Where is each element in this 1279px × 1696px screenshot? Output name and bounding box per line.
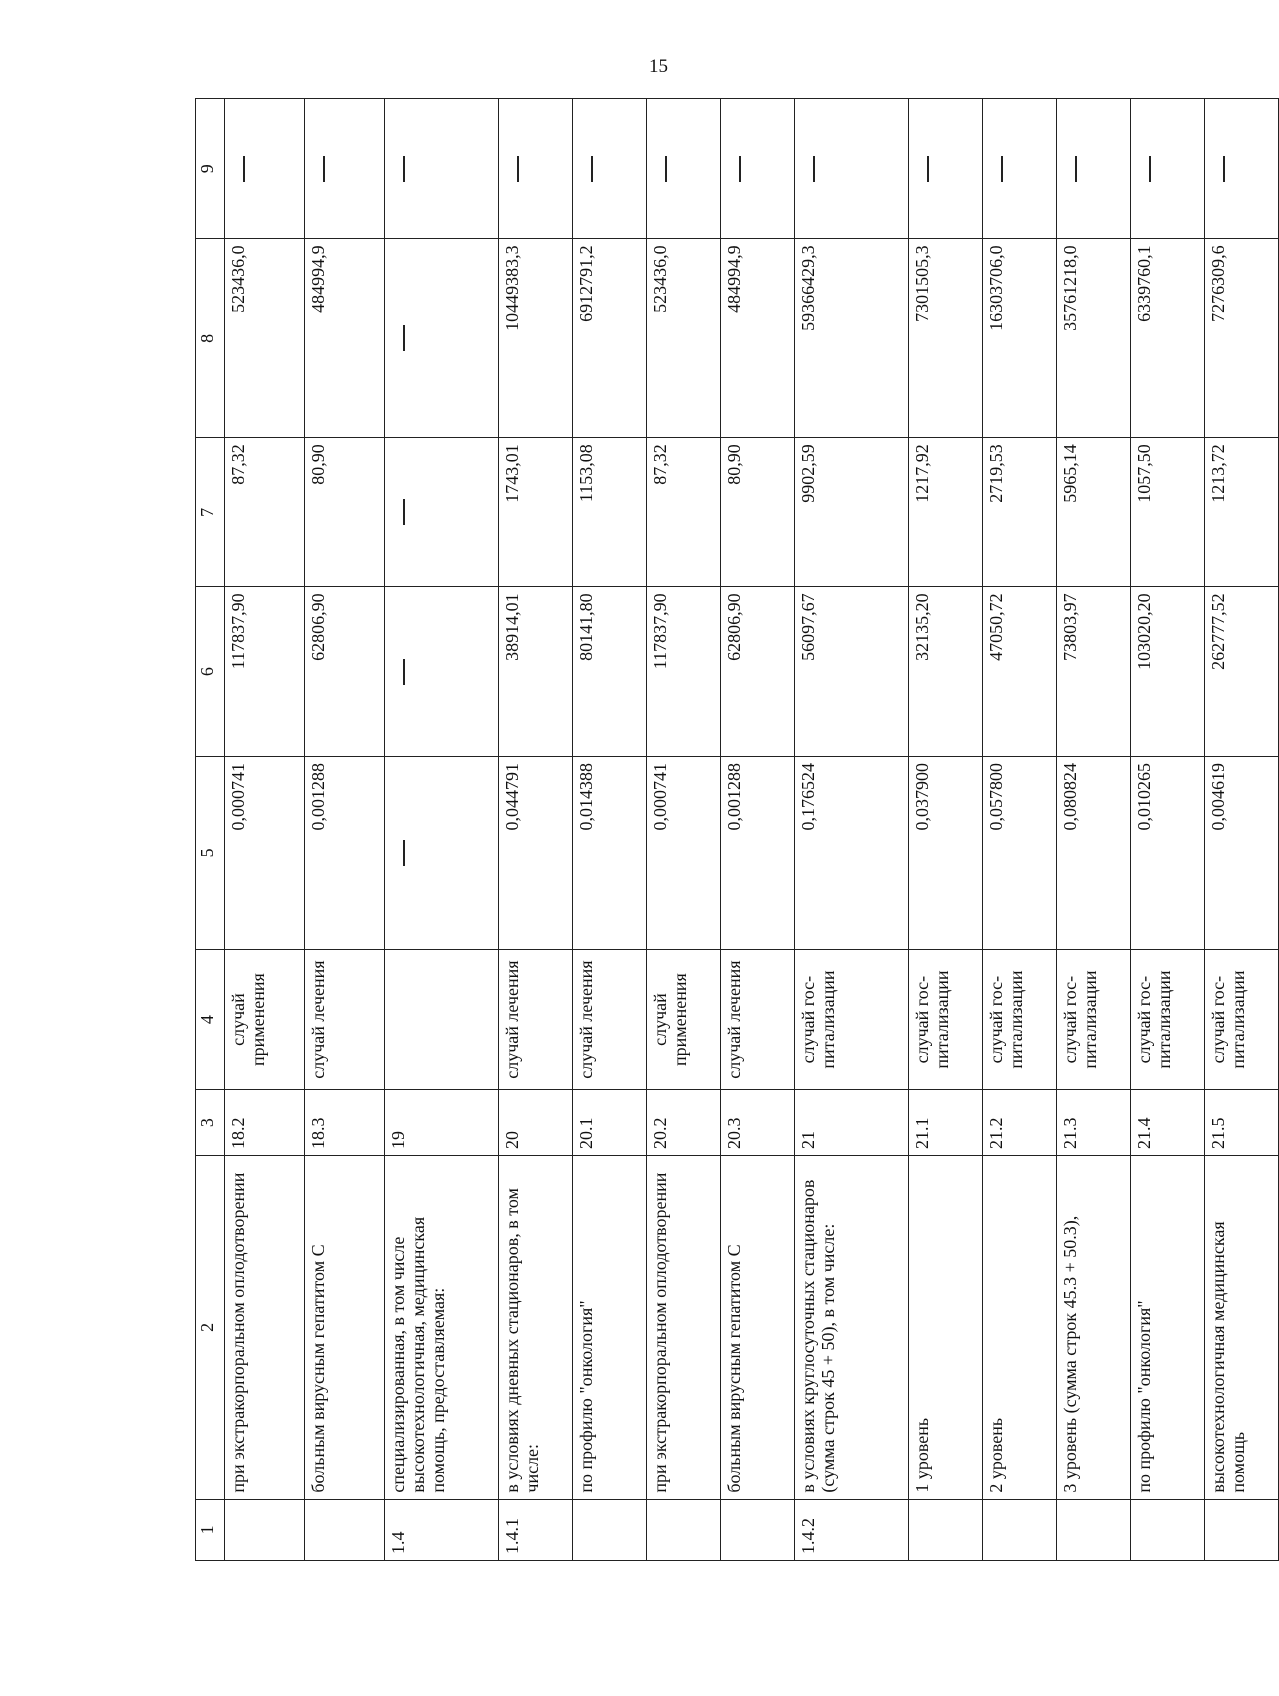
unit-cost-cell: 32135,20 xyxy=(909,587,983,757)
table-row xyxy=(1057,99,1131,1561)
volume-norm-cell xyxy=(385,756,499,949)
per-capita-cost-cell: 5965,14 xyxy=(1057,438,1131,587)
row-code-cell: 1.4.2 xyxy=(795,1499,909,1560)
row-name-cell: высокотехнологичная медицинская помощь xyxy=(1205,1156,1279,1500)
row-line-number-cell: 20.2 xyxy=(647,1090,721,1156)
table-row xyxy=(795,99,909,1561)
table-row xyxy=(499,99,573,1561)
row-code-cell: 1.4.1 xyxy=(499,1499,573,1560)
dash-mark xyxy=(243,156,245,182)
column-number-9: 9 xyxy=(196,99,225,239)
total-cost-cell: 7301505,3 xyxy=(909,239,983,438)
column-number-6: 6 xyxy=(196,587,225,757)
unit-cost-cell: 103020,20 xyxy=(1131,587,1205,757)
per-capita-cost-cell xyxy=(385,438,499,587)
row-name-cell: в условиях круглосуточных стационаров (сумма строк 45 + 50), в том числе: xyxy=(795,1156,909,1500)
column-9-cell xyxy=(573,99,647,239)
row-name-cell: при экстракорпоральном оплодотворении xyxy=(225,1156,305,1500)
table-row xyxy=(721,99,795,1561)
per-capita-cost-cell: 2719,53 xyxy=(983,438,1057,587)
per-capita-cost-cell: 1153,08 xyxy=(573,438,647,587)
dash-mark xyxy=(403,840,405,866)
row-code-cell xyxy=(1131,1499,1205,1560)
unit-of-measure-cell: случай лечения xyxy=(573,949,647,1089)
row-line-number-cell: 21.5 xyxy=(1205,1090,1279,1156)
total-cost-cell: 59366429,3 xyxy=(795,239,909,438)
column-number-5: 5 xyxy=(196,756,225,949)
unit-cost-cell: 117837,90 xyxy=(647,587,721,757)
row-line-number-cell: 21.4 xyxy=(1131,1090,1205,1156)
per-capita-cost-cell: 1213,72 xyxy=(1205,438,1279,587)
total-cost-cell: 6912791,2 xyxy=(573,239,647,438)
row-name-cell: по профилю "онкология" xyxy=(573,1156,647,1500)
column-9-cell xyxy=(1205,99,1279,239)
column-9-cell xyxy=(1131,99,1205,239)
row-code-cell xyxy=(983,1499,1057,1560)
volume-norm-cell: 0,001288 xyxy=(721,756,795,949)
row-name-cell: по профилю "онкология" xyxy=(1131,1156,1205,1500)
table-row xyxy=(305,99,385,1561)
unit-cost-cell: 38914,01 xyxy=(499,587,573,757)
row-line-number-cell: 20.1 xyxy=(573,1090,647,1156)
per-capita-cost-cell: 1057,50 xyxy=(1131,438,1205,587)
unit-cost-cell: 47050,72 xyxy=(983,587,1057,757)
row-code-cell xyxy=(573,1499,647,1560)
unit-cost-cell: 56097,67 xyxy=(795,587,909,757)
dash-mark xyxy=(591,156,593,182)
table-row xyxy=(385,99,499,1561)
unit-cost-cell: 117837,90 xyxy=(225,587,305,757)
unit-of-measure-cell: случай применения xyxy=(225,949,305,1089)
total-cost-cell: 523436,0 xyxy=(647,239,721,438)
row-code-cell xyxy=(1057,1499,1131,1560)
volume-norm-cell: 0,014388 xyxy=(573,756,647,949)
unit-of-measure-cell: случай гос-питализации xyxy=(795,949,909,1089)
dash-mark xyxy=(1001,156,1003,182)
per-capita-cost-cell: 1217,92 xyxy=(909,438,983,587)
table-row xyxy=(983,99,1057,1561)
volume-norm-cell: 0,004619 xyxy=(1205,756,1279,949)
total-cost-cell: 35761218,0 xyxy=(1057,239,1131,438)
column-number-4: 4 xyxy=(196,949,225,1089)
dash-mark xyxy=(403,156,405,182)
per-capita-cost-cell: 80,90 xyxy=(305,438,385,587)
table-row xyxy=(573,99,647,1561)
total-cost-cell: 484994,9 xyxy=(305,239,385,438)
column-9-cell xyxy=(225,99,305,239)
row-line-number-cell: 21.2 xyxy=(983,1090,1057,1156)
dash-mark xyxy=(403,325,405,351)
row-name-cell: при экстракорпоральном оплодотворении xyxy=(647,1156,721,1500)
volume-norm-cell: 0,000741 xyxy=(647,756,721,949)
row-line-number-cell: 21.1 xyxy=(909,1090,983,1156)
row-name-cell: больным вирусным гепатитом С xyxy=(721,1156,795,1500)
volume-norm-cell: 0,010265 xyxy=(1131,756,1205,949)
unit-cost-cell: 62806,90 xyxy=(305,587,385,757)
volume-norm-cell: 0,000741 xyxy=(225,756,305,949)
row-name-cell: в условиях дневных стационаров, в том числе: xyxy=(499,1156,573,1500)
table-row xyxy=(1205,99,1279,1561)
per-capita-cost-cell: 87,32 xyxy=(647,438,721,587)
column-9-cell xyxy=(721,99,795,239)
row-name-cell: 2 уровень xyxy=(983,1156,1057,1500)
total-cost-cell: 16303706,0 xyxy=(983,239,1057,438)
row-code-cell: 1.4 xyxy=(385,1499,499,1560)
dash-mark xyxy=(1223,156,1225,182)
dash-mark xyxy=(665,156,667,182)
column-number-1: 1 xyxy=(196,1499,225,1560)
unit-of-measure-cell: случай лечения xyxy=(721,949,795,1089)
table-row xyxy=(647,99,721,1561)
unit-of-measure-cell: случай гос-питализации xyxy=(1131,949,1205,1089)
total-cost-cell: 6339760,1 xyxy=(1131,239,1205,438)
row-code-cell xyxy=(721,1499,795,1560)
unit-cost-cell: 62806,90 xyxy=(721,587,795,757)
unit-of-measure-cell: случай лечения xyxy=(499,949,573,1089)
unit-cost-cell: 73803,97 xyxy=(1057,587,1131,757)
per-capita-cost-cell: 1743,01 xyxy=(499,438,573,587)
unit-of-measure-cell: случай гос-питализации xyxy=(983,949,1057,1089)
table-row xyxy=(225,99,305,1561)
dash-mark xyxy=(739,156,741,182)
row-line-number-cell: 18.2 xyxy=(225,1090,305,1156)
total-cost-cell xyxy=(385,239,499,438)
total-cost-cell: 523436,0 xyxy=(225,239,305,438)
row-name-cell: 3 уровень (сумма строк 45.3 + 50.3), xyxy=(1057,1156,1131,1500)
per-capita-cost-cell: 9902,59 xyxy=(795,438,909,587)
unit-of-measure-cell: случай гос-питализации xyxy=(1057,949,1131,1089)
volume-norm-cell: 0,057800 xyxy=(983,756,1057,949)
table-header-row xyxy=(196,99,225,1561)
unit-cost-cell: 80141,80 xyxy=(573,587,647,757)
row-line-number-cell: 19 xyxy=(385,1090,499,1156)
column-number-3: 3 xyxy=(196,1090,225,1156)
row-code-cell xyxy=(909,1499,983,1560)
column-number-2: 2 xyxy=(196,1156,225,1500)
volume-norm-cell: 0,001288 xyxy=(305,756,385,949)
row-name-cell: специализированная, в том числе высокотехнологичная, медицинская помощь, предоставляемая: xyxy=(385,1156,499,1500)
row-line-number-cell: 20 xyxy=(499,1090,573,1156)
dash-mark xyxy=(403,659,405,685)
unit-cost-cell xyxy=(385,587,499,757)
volume-norm-cell: 0,044791 xyxy=(499,756,573,949)
column-number-7: 7 xyxy=(196,438,225,587)
volume-norm-cell: 0,080824 xyxy=(1057,756,1131,949)
unit-of-measure-cell: случай применения xyxy=(647,949,721,1089)
total-cost-cell: 10449383,3 xyxy=(499,239,573,438)
unit-of-measure-cell: случай лечения xyxy=(305,949,385,1089)
page-number: 15 xyxy=(649,56,668,77)
row-name-cell: 1 уровень xyxy=(909,1156,983,1500)
per-capita-cost-cell: 87,32 xyxy=(225,438,305,587)
dash-mark xyxy=(813,156,815,182)
column-9-cell xyxy=(385,99,499,239)
dash-mark xyxy=(517,156,519,182)
table-row xyxy=(1131,99,1205,1561)
row-line-number-cell: 18.3 xyxy=(305,1090,385,1156)
row-line-number-cell: 21.3 xyxy=(1057,1090,1131,1156)
column-9-cell xyxy=(499,99,573,239)
column-9-cell xyxy=(983,99,1057,239)
column-9-cell xyxy=(795,99,909,239)
dash-mark xyxy=(323,156,325,182)
unit-of-measure-cell xyxy=(385,949,499,1089)
volume-norm-cell: 0,037900 xyxy=(909,756,983,949)
row-code-cell xyxy=(647,1499,721,1560)
unit-of-measure-cell: случай гос-питализации xyxy=(909,949,983,1089)
row-line-number-cell: 21 xyxy=(795,1090,909,1156)
column-9-cell xyxy=(305,99,385,239)
row-line-number-cell: 20.3 xyxy=(721,1090,795,1156)
dash-mark xyxy=(1149,156,1151,182)
row-code-cell xyxy=(305,1499,385,1560)
column-9-cell xyxy=(1057,99,1131,239)
column-9-cell xyxy=(647,99,721,239)
total-cost-cell: 7276309,6 xyxy=(1205,239,1279,438)
column-9-cell xyxy=(909,99,983,239)
total-cost-cell: 484994,9 xyxy=(721,239,795,438)
row-name-cell: больным вирусным гепатитом С xyxy=(305,1156,385,1500)
unit-cost-cell: 262777,52 xyxy=(1205,587,1279,757)
rotated-table-container xyxy=(195,98,1249,1561)
volume-norm-cell: 0,176524 xyxy=(795,756,909,949)
per-capita-cost-cell: 80,90 xyxy=(721,438,795,587)
column-number-8: 8 xyxy=(196,239,225,438)
row-code-cell xyxy=(225,1499,305,1560)
dash-mark xyxy=(403,499,405,525)
dash-mark xyxy=(1075,156,1077,182)
cost-norms-table xyxy=(195,98,1279,1561)
dash-mark xyxy=(927,156,929,182)
row-code-cell xyxy=(1205,1499,1279,1560)
unit-of-measure-cell: случай гос-питализации xyxy=(1205,949,1279,1089)
table-row xyxy=(909,99,983,1561)
